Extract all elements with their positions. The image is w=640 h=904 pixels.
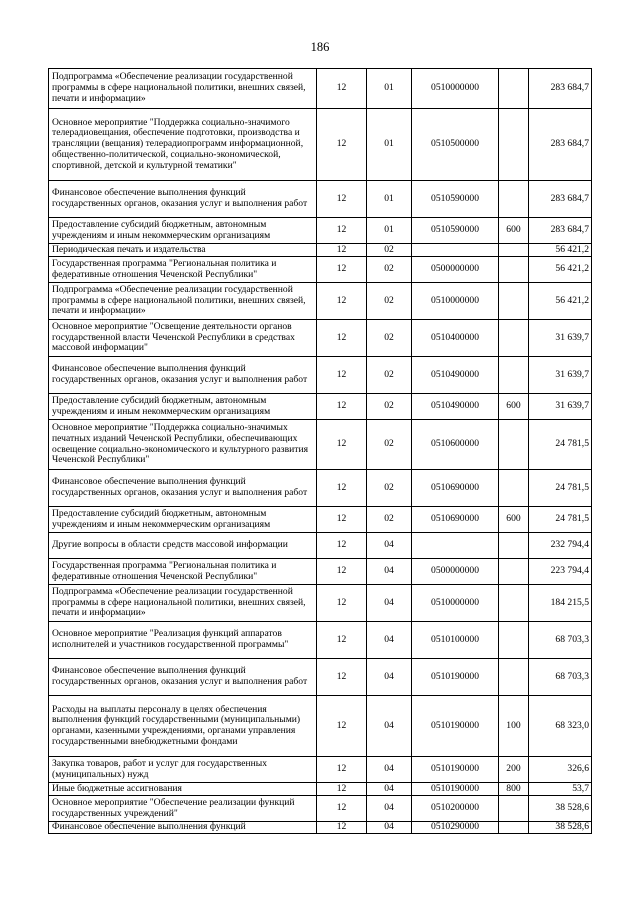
expense-name-cell: Основное мероприятие "Реализация функций аппаратов исполнителей и участников государственной программы" [49, 622, 317, 659]
amount-cell: 38 528,6 [529, 796, 592, 822]
expense-type-cell [499, 257, 529, 283]
subsection-code-cell: 04 [367, 622, 412, 659]
expense-type-cell [499, 796, 529, 822]
expense-type-cell [499, 585, 529, 622]
expense-name-cell: Предоставление субсидий бюджетным, автономным учреждениям и иным некоммерческим организациям [49, 218, 317, 244]
expense-name-cell: Другие вопросы в области средств массовой информации [49, 533, 317, 559]
expense-type-cell [499, 69, 529, 109]
table-row [49, 796, 592, 822]
subsection-code-cell: 04 [367, 559, 412, 585]
expense-name-cell: Закупка товаров, работ и услуг для государственных (муниципальных) нужд [49, 757, 317, 783]
amount-cell: 38 528,6 [529, 822, 592, 834]
table-row [49, 69, 592, 109]
expense-type-cell [499, 659, 529, 696]
target-article-cell: 0510690000 [412, 507, 499, 533]
target-article-cell: 0510490000 [412, 394, 499, 420]
expense-name-cell: Финансовое обеспечение выполнения функций государственных органов, оказания услуг и выполнения работ [49, 181, 317, 218]
table-row [49, 283, 592, 320]
target-article-cell: 0510500000 [412, 109, 499, 181]
amount-cell: 56 421,2 [529, 283, 592, 320]
amount-cell: 31 639,7 [529, 394, 592, 420]
subsection-code-cell: 02 [367, 470, 412, 507]
target-article-cell: 0500000000 [412, 559, 499, 585]
table-row [49, 320, 592, 357]
amount-cell: 232 794,4 [529, 533, 592, 559]
expense-name-cell: Финансовое обеспечение выполнения функций [49, 822, 317, 834]
subsection-code-cell: 04 [367, 696, 412, 757]
expense-name-cell: Финансовое обеспечение выполнения функций государственных органов, оказания услуг и выполнения работ [49, 659, 317, 696]
section-code-cell: 12 [317, 218, 367, 244]
expense-type-cell: 100 [499, 696, 529, 757]
amount-cell: 24 781,5 [529, 420, 592, 470]
expense-name-cell: Расходы на выплаты персоналу в целях обеспечения выполнения функций государственными (муниципальными) органами, казенными учреждениями, органами управления государственными внебюджетными фондами [49, 696, 317, 757]
amount-cell: 326,6 [529, 757, 592, 783]
expense-type-cell [499, 822, 529, 834]
expense-type-cell: 600 [499, 394, 529, 420]
subsection-code-cell: 01 [367, 109, 412, 181]
table-row [49, 559, 592, 585]
amount-cell: 283 684,7 [529, 109, 592, 181]
section-code-cell: 12 [317, 757, 367, 783]
target-article-cell: 0510100000 [412, 622, 499, 659]
section-code-cell: 12 [317, 822, 367, 834]
subsection-code-cell: 02 [367, 283, 412, 320]
amount-cell: 283 684,7 [529, 218, 592, 244]
table-body [49, 69, 592, 834]
table-row [49, 822, 592, 834]
amount-cell: 24 781,5 [529, 507, 592, 533]
expense-name-cell: Подпрограмма «Обеспечение реализации государственной программы в сфере национальной политики, внешних связей, печати и информации» [49, 585, 317, 622]
subsection-code-cell: 04 [367, 533, 412, 559]
section-code-cell: 12 [317, 696, 367, 757]
amount-cell: 56 421,2 [529, 244, 592, 257]
amount-cell: 283 684,7 [529, 69, 592, 109]
target-article-cell: 0510000000 [412, 69, 499, 109]
target-article-cell [412, 244, 499, 257]
section-code-cell: 12 [317, 559, 367, 585]
table-row [49, 257, 592, 283]
expense-type-cell [499, 320, 529, 357]
target-article-cell: 0510600000 [412, 420, 499, 470]
table-row [49, 507, 592, 533]
amount-cell: 68 323,0 [529, 696, 592, 757]
subsection-code-cell: 04 [367, 659, 412, 696]
expense-type-cell [499, 181, 529, 218]
subsection-code-cell: 02 [367, 357, 412, 394]
target-article-cell: 0510190000 [412, 696, 499, 757]
subsection-code-cell: 02 [367, 420, 412, 470]
table-row [49, 109, 592, 181]
expense-name-cell: Государственная программа "Региональная политика и федеративные отношения Чеченской Республики" [49, 257, 317, 283]
subsection-code-cell: 04 [367, 783, 412, 796]
table-row [49, 659, 592, 696]
section-code-cell: 12 [317, 420, 367, 470]
target-article-cell: 0510400000 [412, 320, 499, 357]
expense-type-cell: 800 [499, 783, 529, 796]
target-article-cell: 0510190000 [412, 783, 499, 796]
section-code-cell: 12 [317, 244, 367, 257]
amount-cell: 223 794,4 [529, 559, 592, 585]
expense-name-cell: Иные бюджетные ассигнования [49, 783, 317, 796]
amount-cell: 31 639,7 [529, 357, 592, 394]
table-row [49, 783, 592, 796]
target-article-cell: 0510000000 [412, 283, 499, 320]
expense-type-cell [499, 244, 529, 257]
section-code-cell: 12 [317, 257, 367, 283]
section-code-cell: 12 [317, 783, 367, 796]
target-article-cell: 0500000000 [412, 257, 499, 283]
section-code-cell: 12 [317, 109, 367, 181]
target-article-cell: 0510590000 [412, 218, 499, 244]
table-row [49, 244, 592, 257]
section-code-cell: 12 [317, 470, 367, 507]
table-row [49, 757, 592, 783]
section-code-cell: 12 [317, 181, 367, 218]
subsection-code-cell: 02 [367, 244, 412, 257]
section-code-cell: 12 [317, 796, 367, 822]
table-row [49, 357, 592, 394]
expense-type-cell [499, 109, 529, 181]
target-article-cell: 0510590000 [412, 181, 499, 218]
expense-name-cell: Государственная программа "Региональная политика и федеративные отношения Чеченской Республики" [49, 559, 317, 585]
expense-name-cell: Основное мероприятие "Поддержка социально-значимого телерадиовещания, обеспечение подготовки, производства и трансляции (вещания) телерадиопрограмм информационной, общественно-политической, социально-экономической, спортивной, детской и культурной тематики" [49, 109, 317, 181]
section-code-cell: 12 [317, 659, 367, 696]
expense-name-cell: Основное мероприятие "Обеспечение реализации функций государственных учреждений" [49, 796, 317, 822]
expense-type-cell [499, 357, 529, 394]
expense-name-cell: Предоставление субсидий бюджетным, автономным учреждениям и иным некоммерческим организациям [49, 507, 317, 533]
expense-name-cell: Основное мероприятие "Поддержка социально-значимых печатных изданий Чеченской Республики, обеспечивающих освещение социально-экономического и культурного развития Чеченской Республики" [49, 420, 317, 470]
expense-type-cell: 200 [499, 757, 529, 783]
expense-type-cell [499, 559, 529, 585]
expense-type-cell: 600 [499, 507, 529, 533]
expense-name-cell: Периодическая печать и издательства [49, 244, 317, 257]
section-code-cell: 12 [317, 357, 367, 394]
amount-cell: 283 684,7 [529, 181, 592, 218]
expense-name-cell: Основное мероприятие "Освещение деятельности органов государственной власти Чеченской Республики в средствах массовой информации" [49, 320, 317, 357]
table-row [49, 533, 592, 559]
subsection-code-cell: 04 [367, 796, 412, 822]
amount-cell: 56 421,2 [529, 257, 592, 283]
subsection-code-cell: 01 [367, 69, 412, 109]
expense-name-cell: Предоставление субсидий бюджетным, автономным учреждениям и иным некоммерческим организациям [49, 394, 317, 420]
section-code-cell: 12 [317, 69, 367, 109]
subsection-code-cell: 04 [367, 757, 412, 783]
amount-cell: 68 703,3 [529, 659, 592, 696]
target-article-cell: 0510190000 [412, 659, 499, 696]
expense-type-cell [499, 283, 529, 320]
expense-type-cell [499, 622, 529, 659]
section-code-cell: 12 [317, 622, 367, 659]
amount-cell: 184 215,5 [529, 585, 592, 622]
expense-type-cell [499, 470, 529, 507]
target-article-cell: 0510000000 [412, 585, 499, 622]
section-code-cell: 12 [317, 585, 367, 622]
subsection-code-cell: 02 [367, 257, 412, 283]
amount-cell: 31 639,7 [529, 320, 592, 357]
subsection-code-cell: 04 [367, 585, 412, 622]
expense-name-cell: Финансовое обеспечение выполнения функций государственных органов, оказания услуг и выполнения работ [49, 470, 317, 507]
section-code-cell: 12 [317, 507, 367, 533]
table-row [49, 181, 592, 218]
expense-name-cell: Подпрограмма «Обеспечение реализации государственной программы в сфере национальной политики, внешних связей, печати и информации» [49, 283, 317, 320]
target-article-cell [412, 533, 499, 559]
section-code-cell: 12 [317, 320, 367, 357]
expense-name-cell: Финансовое обеспечение выполнения функций государственных органов, оказания услуг и выполнения работ [49, 357, 317, 394]
page-number: 186 [310, 40, 330, 54]
table-row [49, 696, 592, 757]
target-article-cell: 0510190000 [412, 757, 499, 783]
budget-table [48, 68, 592, 834]
table-row [49, 394, 592, 420]
target-article-cell: 0510690000 [412, 470, 499, 507]
target-article-cell: 0510490000 [412, 357, 499, 394]
expense-type-cell [499, 533, 529, 559]
subsection-code-cell: 01 [367, 218, 412, 244]
target-article-cell: 0510290000 [412, 822, 499, 834]
target-article-cell: 0510200000 [412, 796, 499, 822]
subsection-code-cell: 02 [367, 507, 412, 533]
amount-cell: 68 703,3 [529, 622, 592, 659]
table-row [49, 622, 592, 659]
expense-type-cell: 600 [499, 218, 529, 244]
table-row [49, 470, 592, 507]
expense-name-cell: Подпрограмма «Обеспечение реализации государственной программы в сфере национальной политики, внешних связей, печати и информации» [49, 69, 317, 109]
amount-cell: 24 781,5 [529, 470, 592, 507]
table-row [49, 420, 592, 470]
table-row [49, 218, 592, 244]
section-code-cell: 12 [317, 533, 367, 559]
section-code-cell: 12 [317, 283, 367, 320]
section-code-cell: 12 [317, 394, 367, 420]
subsection-code-cell: 04 [367, 822, 412, 834]
subsection-code-cell: 02 [367, 394, 412, 420]
amount-cell: 53,7 [529, 783, 592, 796]
table-row [49, 585, 592, 622]
expense-type-cell [499, 420, 529, 470]
subsection-code-cell: 01 [367, 181, 412, 218]
subsection-code-cell: 02 [367, 320, 412, 357]
